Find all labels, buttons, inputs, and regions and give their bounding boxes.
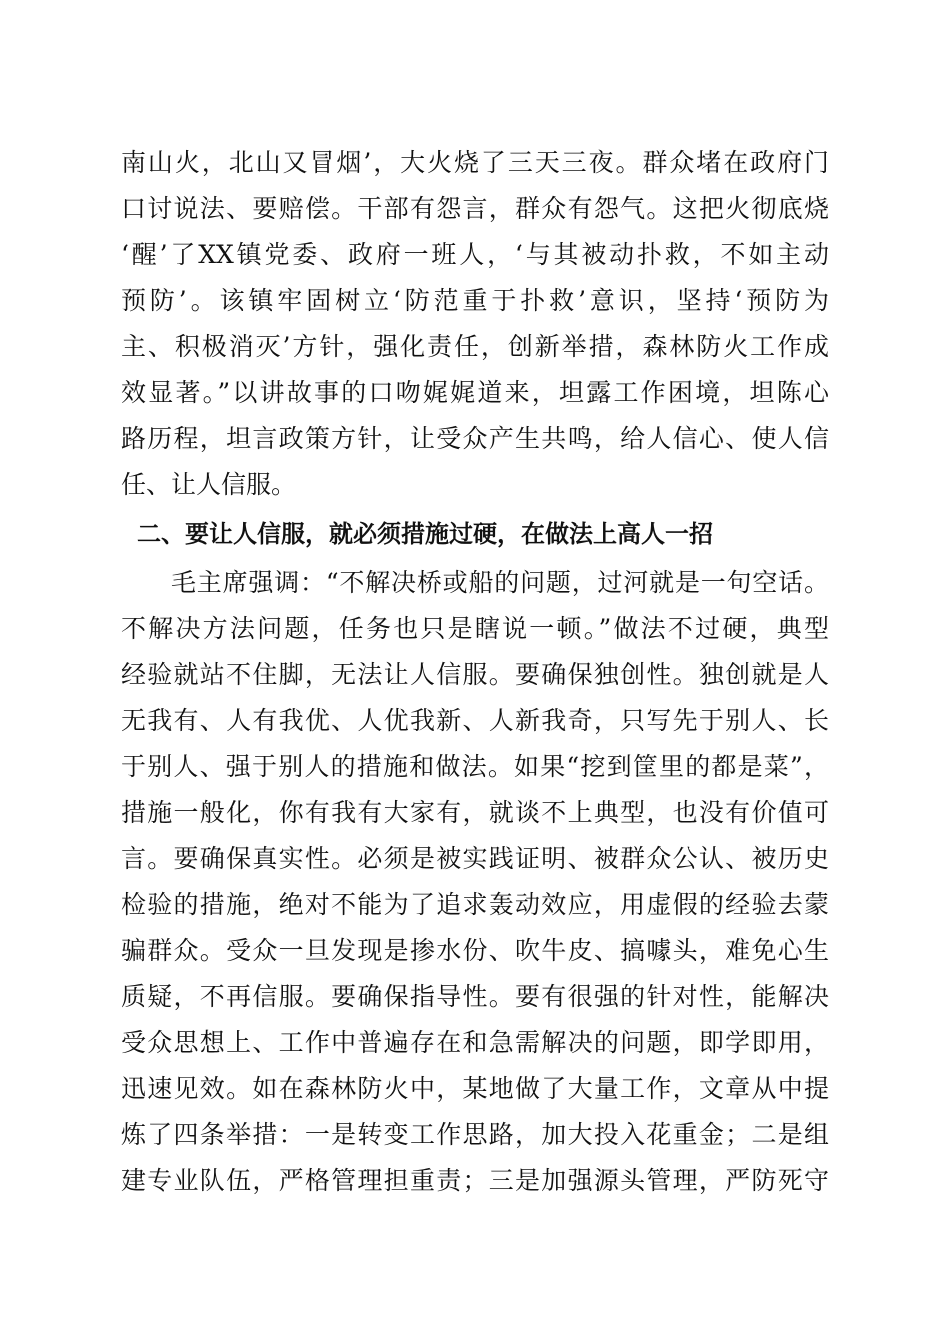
text-line: 路历程，坦言政策方针，让受众产生共鸣，给人信心、使人信 bbox=[121, 424, 829, 453]
text-line: 毛主席强调：“不解决桥或船的问题，过河就是一句空话。 bbox=[171, 568, 829, 597]
section-heading: 二、要让人信服，就必须措施过硬，在做法上高人一招 bbox=[137, 520, 713, 548]
text-line: 无我有、人有我优、人优我新、人新我奇，只写先于别人、长 bbox=[121, 706, 829, 735]
text-line: 措施一般化，你有我有大家有，就谈不上典型，也没有价值可 bbox=[121, 798, 829, 827]
text-line: 主、积极消灭’方针，强化责任，创新举措，森林防火工作成 bbox=[121, 332, 829, 361]
text-line: 言。要确保真实性。必须是被实践证明、被群众公认、被历史 bbox=[121, 844, 829, 873]
text-line: 受众思想上、工作中普遍存在和急需解决的问题，即学即用， bbox=[121, 1028, 829, 1057]
text-line: 不解决方法问题，任务也只是瞎说一顿。”做法不过硬，典型 bbox=[121, 614, 829, 643]
text-line: 建专业队伍，严格管理担重责；三是加强源头管理，严防死守 bbox=[121, 1166, 829, 1195]
text-line: 口讨说法、要赔偿。干部有怨言，群众有怨气。这把火彻底烧 bbox=[121, 194, 829, 223]
text-line: 骗群众。受众一旦发现是掺水份、吹牛皮、搞噱头，难免心生 bbox=[121, 936, 829, 965]
text-line: 经验就站不住脚，无法让人信服。要确保独创性。独创就是人 bbox=[121, 660, 829, 689]
text-line: 检验的措施，绝对不能为了追求轰动效应，用虚假的经验去蒙 bbox=[121, 890, 829, 919]
text-line: 任、让人信服。 bbox=[121, 470, 297, 499]
text-line: 预防’。该镇牢固树立‘防范重于扑救’意识，坚持‘预防为 bbox=[121, 286, 829, 315]
text-line: 南山火，北山又冒烟’，大火烧了三天三夜。群众堵在政府门 bbox=[121, 148, 829, 177]
paragraph-2 bbox=[121, 560, 829, 1204]
text-line: ‘醒’了XX镇党委、政府一班人，‘与其被动扑救，不如主动 bbox=[121, 240, 829, 269]
document-page bbox=[121, 140, 829, 1204]
text-line: 迅速见效。如在森林防火中，某地做了大量工作，文章从中提 bbox=[121, 1074, 829, 1103]
text-line: 质疑，不再信服。要确保指导性。要有很强的针对性，能解决 bbox=[121, 982, 829, 1011]
text-line: 于别人、强于别人的措施和做法。如果“挖到筐里的都是菜”， bbox=[121, 752, 829, 781]
text-line: 炼了四条举措：一是转变工作思路，加大投入花重金；二是组 bbox=[121, 1120, 829, 1149]
paragraph-1 bbox=[121, 140, 829, 508]
text-line: 效显著。”以讲故事的口吻娓娓道来，坦露工作困境，坦陈心 bbox=[121, 378, 829, 407]
